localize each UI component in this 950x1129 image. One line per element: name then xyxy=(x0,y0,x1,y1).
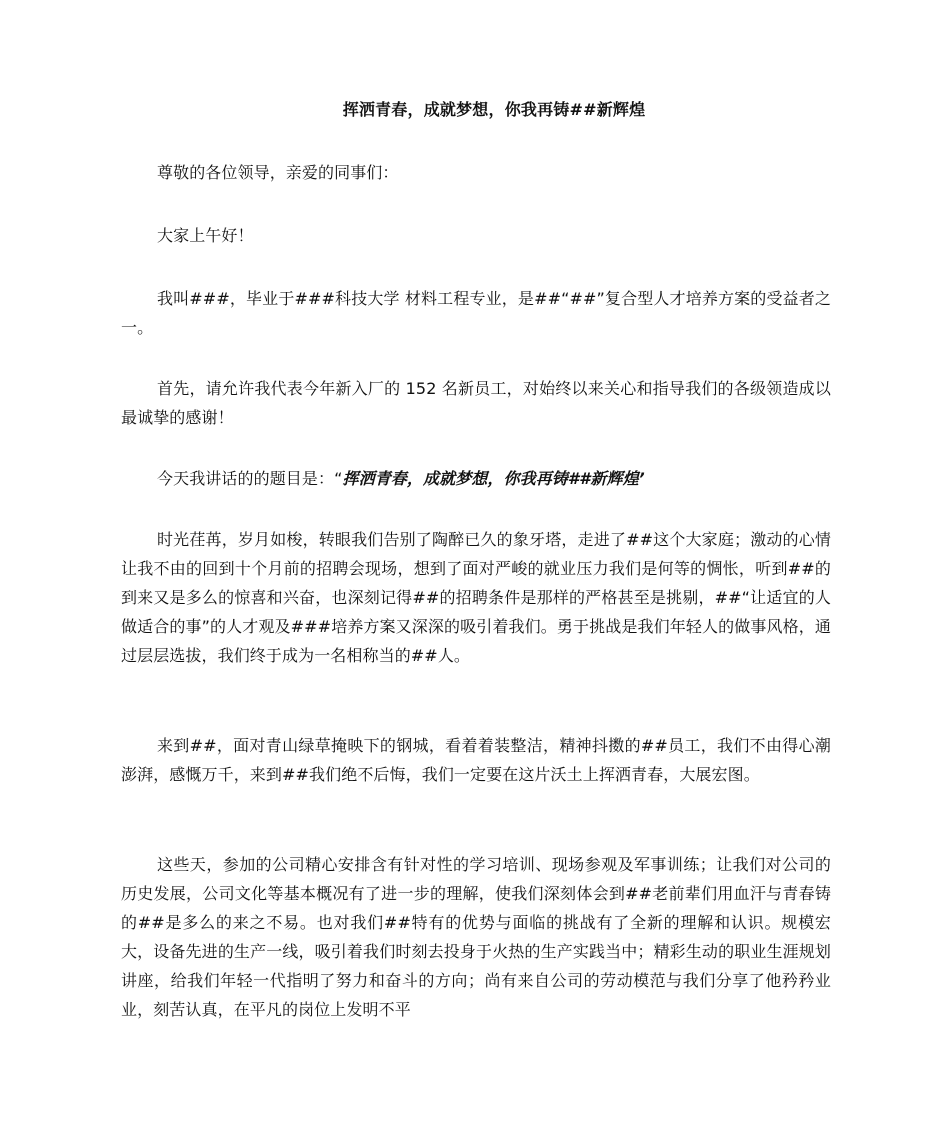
memory-paragraph: 时光荏苒，岁月如梭，转眼我们告别了陶醉已久的象牙塔，走进了##这个大家庭；激动的心情让我不由的回到十个月前的招聘会现场，想到了面对严峻的就业压力我们是何等的惆怅，听到##的到来又是多么的惊喜和兴奋，也深刻记得##的招聘条件是那样的严格甚至是挑剔，##“让适宜的人做适合的事”的人才观及###培养方案又深深的吸引着我们。勇于挑战是我们年轻人的做事风格，通过层层选拔，我们终于成为一名相称当的##人。 xyxy=(121,530,831,665)
salutation-paragraph: 尊敬的各位领导，亲爱的同事们： xyxy=(157,163,399,182)
topic-suffix: ’ xyxy=(638,469,645,488)
arrival-paragraph: 来到##，面对青山绿草掩映下的钢城，看着着装整洁，精神抖擞的##员工，我们不由得心潮澎湃，感慨万千，来到##我们绝不后悔，我们一定要在这片沃土上挥洒青春，大展宏图。 xyxy=(121,736,831,784)
training-paragraph: 这些天，参加的公司精心安排含有针对性的学习培训、现场参观及军事训练；让我们对公司的历史发展，公司文化等基本概况有了进一步的理解，使我们深刻体会到##老前辈们用血汗与青春铸的##是多么的来之不易。也对我们##特有的优势与面临的挑战有了全新的理解和认识。规模宏大，设备先进的生产一线，吸引着我们时刻去投身于火热的生产实践当中；精彩生动的职业生涯规划讲座，给我们年轻一代指明了努力和奋斗的方向；尚有来自公司的劳动模范与我们分享了他矜矜业业，刻苦认真，在平凡的岗位上发明不平 xyxy=(121,855,831,1019)
thanks-paragraph: 首先，请允许我代表今年新入厂的 152 名新员工，对始终以来关心和指导我们的各级领造成以最诚挚的感谢！ xyxy=(121,379,831,427)
topic-paragraph xyxy=(121,464,831,493)
intro-paragraph: 我叫###，毕业于###科技大学 材料工程专业，是##“##”复合型人才培养方案的受益者之一。 xyxy=(121,289,831,337)
topic-emphasis: 挥洒青春，成就梦想，你我再铸##新辉煌 xyxy=(342,469,639,488)
topic-prefix: 今天我讲话的的题目是：“ xyxy=(157,469,343,488)
greeting-paragraph: 大家上午好！ xyxy=(157,226,254,245)
document-title: 挥洒青春，成就梦想，你我再铸##新辉煌 xyxy=(342,100,646,119)
